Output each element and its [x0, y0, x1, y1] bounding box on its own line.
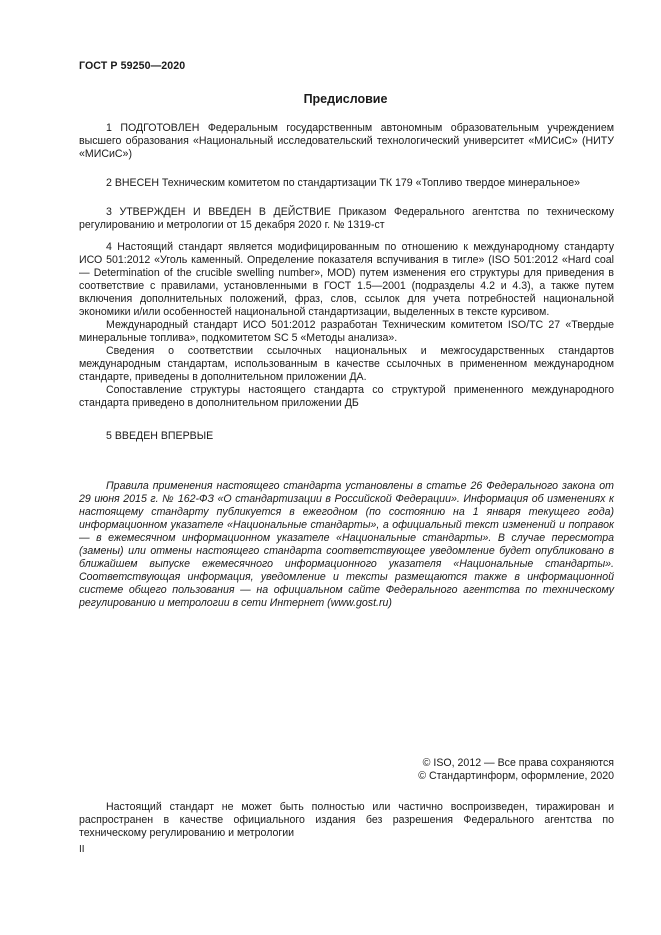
preface-item-3-text: 3 УТВЕРЖДЕН И ВВЕДЕН В ДЕЙСТВИЕ Приказом Федерального агентства по техническому регулированию и метрологии от 15 декабря 2020 г. № 1319-ст: [79, 206, 614, 231]
preface-item-5-text: 5 ВВЕДЕН ВПЕРВЫЕ: [106, 430, 214, 442]
copyright-block: [418, 757, 614, 783]
preface-item-3: [79, 206, 614, 232]
preface-item-4-paragraph-3: Сведения о соответствии ссылочных национальных и межгосударственных стандартов международным стандартам, использованным в качестве ссылочных в примененном международном стандарте, приведены в дополнительном приложении ДА.: [79, 345, 614, 383]
preface-title: Предисловие: [303, 92, 388, 106]
preface-item-2-text: 2 ВНЕСЕН Техническим комитетом по стандартизации ТК 179 «Топливо твердое минеральное»: [106, 177, 580, 189]
preface-item-4-paragraph-1: 4 Настоящий стандарт является модифицированным по отношению к международному стандарту ИСО 501:2012 «Уголь каменный. Определение показателя вспучивания в тигле» (ISO 501:2012 «Hard coal — Determination of the crucible swelling number», MOD) путем изменения его структуры для приведения в соответствие с правилами, установленными в ГОСТ 1.5—2001 (подразделы 4.2 и 4.3), а также путем включения дополнительных положений, фраз, слов, ссылок для учета потребностей национальной экономики и/или особенностей национальной стандартизации, выделенных в тексте курсивом.: [79, 241, 614, 318]
rules-notice-text: Правила применения настоящего стандарта установлены в статье 26 Федерального закона от 29 июня 2015 г. № 162-ФЗ «О стандартизации в Российской Федерации». Информация об изменениях к настоящему стандарту публикуется в ежегодном (по состоянию на 1 января текущего года) информационном указателе «Национальные стандарты», а официальный текст изменений и поправок — в ежемесячном информационном указателе «Национальные стандарты». В случае пересмотра (замены) или отмены настоящего стандарта соответствующее уведомление будет опубликовано в ближайшем выпуске ежемесячного информационного указателя «Национальные стандарты». Соответствующая информация, уведомление и тексты размещаются также в информационной системе общего пользования — на официальном сайте Федерального агентства по техническому регулированию и метрологии в сети Интернет (www.gost.ru): [79, 480, 614, 609]
page-number: II: [79, 844, 85, 855]
preface-item-4-paragraph-2: Международный стандарт ИСО 501:2012 разработан Техническим комитетом ISO/TC 27 «Твердые минеральные топлива», подкомитетом SC 5 «Методы анализа».: [79, 319, 614, 344]
preface-item-1-text: 1 ПОДГОТОВЛЕН Федеральным государственным автономным образовательным учреждением высшего образования «Национальный исследовательский технологический университет «МИСиС» (НИТУ «МИСиС»): [79, 122, 614, 160]
preface-item-2: [79, 177, 614, 190]
rules-notice: [79, 480, 614, 610]
standard-code-header: ГОСТ Р 59250—2020: [79, 60, 186, 72]
reproduction-notice: [79, 801, 614, 840]
copyright-iso: © ISO, 2012 — Все права сохраняются: [422, 757, 614, 769]
preface-item-4: [79, 241, 614, 410]
preface-item-5: [79, 430, 614, 443]
copyright-standartinform: © Стандартинформ, оформление, 2020: [418, 770, 614, 782]
preface-item-4-paragraph-4: Сопоставление структуры настоящего стандарта со структурой примененного международного стандарта приведено в дополнительном приложении ДБ: [79, 384, 614, 409]
preface-item-1: [79, 122, 614, 161]
reproduction-notice-text: Настоящий стандарт не может быть полностью или частично воспроизведен, тиражирован и распространен в качестве официального издания без разрешения Федерального агентства по техническому регулированию и метрологии: [79, 801, 614, 839]
